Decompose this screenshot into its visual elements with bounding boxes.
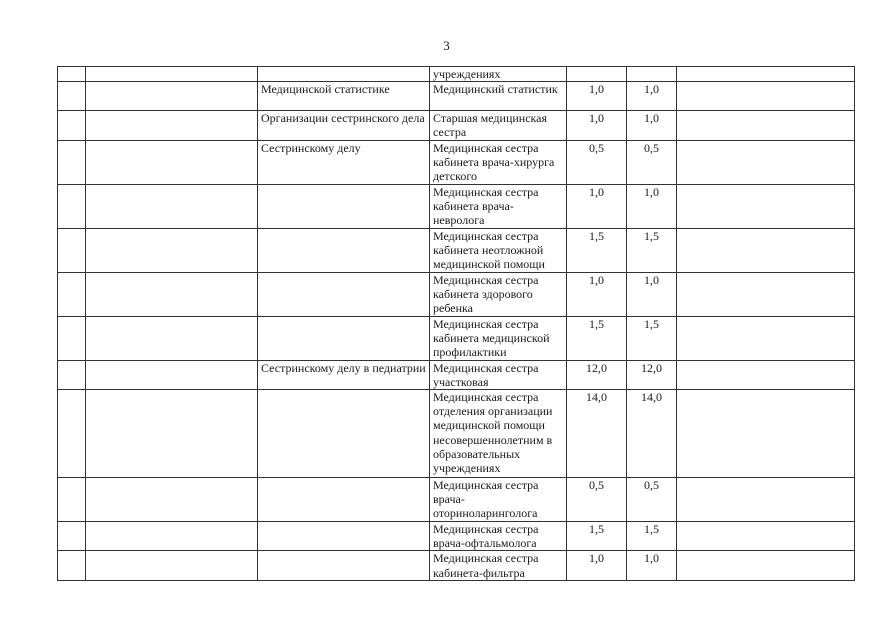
value-cell: 1,5 bbox=[567, 228, 627, 272]
table-row bbox=[58, 360, 855, 389]
value-cell: 1,0 bbox=[567, 551, 627, 580]
unit-cell bbox=[258, 228, 430, 272]
unit-cell bbox=[258, 522, 430, 551]
value-cell: 1,5 bbox=[627, 522, 677, 551]
table-row bbox=[58, 111, 855, 140]
department-cell bbox=[86, 111, 258, 140]
unit-cell bbox=[258, 272, 430, 316]
note-cell bbox=[677, 228, 855, 272]
department-cell bbox=[86, 551, 258, 580]
table-row bbox=[58, 522, 855, 551]
value-cell: 1,0 bbox=[627, 111, 677, 140]
value-cell: 1,0 bbox=[567, 272, 627, 316]
position-cell: Медицинская сестра кабинета врача-невролога bbox=[430, 184, 567, 228]
number-cell bbox=[58, 140, 86, 184]
note-cell bbox=[677, 551, 855, 580]
department-cell bbox=[86, 228, 258, 272]
number-cell bbox=[58, 228, 86, 272]
number-cell bbox=[58, 272, 86, 316]
value-cell: 12,0 bbox=[627, 360, 677, 389]
unit-cell: Медицинской статистике bbox=[258, 82, 430, 111]
value-cell: 0,5 bbox=[567, 140, 627, 184]
value-cell: 1,5 bbox=[627, 316, 677, 360]
value-cell: 1,0 bbox=[627, 184, 677, 228]
value-cell: 1,0 bbox=[627, 272, 677, 316]
value-cell: 14,0 bbox=[627, 390, 677, 478]
number-cell bbox=[58, 522, 86, 551]
note-cell bbox=[677, 390, 855, 478]
table-row bbox=[58, 316, 855, 360]
department-cell bbox=[86, 67, 258, 82]
note-cell bbox=[677, 67, 855, 82]
department-cell bbox=[86, 522, 258, 551]
note-cell bbox=[677, 272, 855, 316]
department-cell bbox=[86, 140, 258, 184]
number-cell bbox=[58, 551, 86, 580]
table-row bbox=[58, 67, 855, 82]
unit-cell bbox=[258, 316, 430, 360]
value-cell: 0,5 bbox=[567, 478, 627, 522]
number-cell bbox=[58, 478, 86, 522]
note-cell bbox=[677, 82, 855, 111]
department-cell bbox=[86, 316, 258, 360]
unit-cell: Организации сестринского дела bbox=[258, 111, 430, 140]
table-row bbox=[58, 478, 855, 522]
value-cell bbox=[567, 67, 627, 82]
table-row bbox=[58, 390, 855, 478]
position-cell: Медицинская сестра отделения организации медицинской помощи несовершеннолетним в образовательных учреждениях bbox=[430, 390, 567, 478]
note-cell bbox=[677, 111, 855, 140]
value-cell: 1,5 bbox=[567, 522, 627, 551]
number-cell bbox=[58, 316, 86, 360]
table-row bbox=[58, 272, 855, 316]
note-cell bbox=[677, 478, 855, 522]
unit-cell bbox=[258, 390, 430, 478]
unit-cell bbox=[258, 551, 430, 580]
position-cell: Медицинская сестра кабинета здорового ребенка bbox=[430, 272, 567, 316]
position-cell: Медицинская сестра кабинета неотложной медицинской помощи bbox=[430, 228, 567, 272]
value-cell: 1,0 bbox=[567, 184, 627, 228]
position-cell: Старшая медицинская сестра bbox=[430, 111, 567, 140]
position-cell: Медицинская сестра врача-офтальмолога bbox=[430, 522, 567, 551]
staffing-table bbox=[57, 66, 855, 581]
unit-cell bbox=[258, 184, 430, 228]
value-cell: 1,0 bbox=[627, 82, 677, 111]
unit-cell bbox=[258, 67, 430, 82]
table-row bbox=[58, 82, 855, 111]
number-cell bbox=[58, 111, 86, 140]
value-cell: 0,5 bbox=[627, 478, 677, 522]
table-row bbox=[58, 551, 855, 580]
number-cell bbox=[58, 360, 86, 389]
department-cell bbox=[86, 390, 258, 478]
value-cell: 1,5 bbox=[627, 228, 677, 272]
note-cell bbox=[677, 360, 855, 389]
note-cell bbox=[677, 140, 855, 184]
value-cell: 0,5 bbox=[627, 140, 677, 184]
department-cell bbox=[86, 272, 258, 316]
unit-cell bbox=[258, 478, 430, 522]
value-cell: 1,0 bbox=[567, 111, 627, 140]
position-cell: Медицинская сестра кабинета врача-хирурга детского bbox=[430, 140, 567, 184]
position-cell: учреждениях bbox=[430, 67, 567, 82]
value-cell: 1,5 bbox=[567, 316, 627, 360]
department-cell bbox=[86, 184, 258, 228]
position-cell: Медицинская сестра кабинета-фильтра bbox=[430, 551, 567, 580]
department-cell bbox=[86, 478, 258, 522]
number-cell bbox=[58, 390, 86, 478]
number-cell bbox=[58, 184, 86, 228]
unit-cell: Сестринскому делу bbox=[258, 140, 430, 184]
position-cell: Медицинская сестра кабинета медицинской профилактики bbox=[430, 316, 567, 360]
value-cell: 12,0 bbox=[567, 360, 627, 389]
value-cell bbox=[627, 67, 677, 82]
note-cell bbox=[677, 522, 855, 551]
number-cell bbox=[58, 82, 86, 111]
table-row bbox=[58, 184, 855, 228]
value-cell: 1,0 bbox=[627, 551, 677, 580]
value-cell: 14,0 bbox=[567, 390, 627, 478]
note-cell bbox=[677, 316, 855, 360]
department-cell bbox=[86, 360, 258, 389]
department-cell bbox=[86, 82, 258, 111]
number-cell bbox=[58, 67, 86, 82]
position-cell: Медицинская сестра врача-оториноларинголога bbox=[430, 478, 567, 522]
position-cell: Медицинская сестра участковая bbox=[430, 360, 567, 389]
page-number: 3 bbox=[443, 38, 450, 53]
table-row bbox=[58, 228, 855, 272]
note-cell bbox=[677, 184, 855, 228]
table-row bbox=[58, 140, 855, 184]
unit-cell: Сестринскому делу в педиатрии bbox=[258, 360, 430, 389]
value-cell: 1,0 bbox=[567, 82, 627, 111]
position-cell: Медицинский статистик bbox=[430, 82, 567, 111]
